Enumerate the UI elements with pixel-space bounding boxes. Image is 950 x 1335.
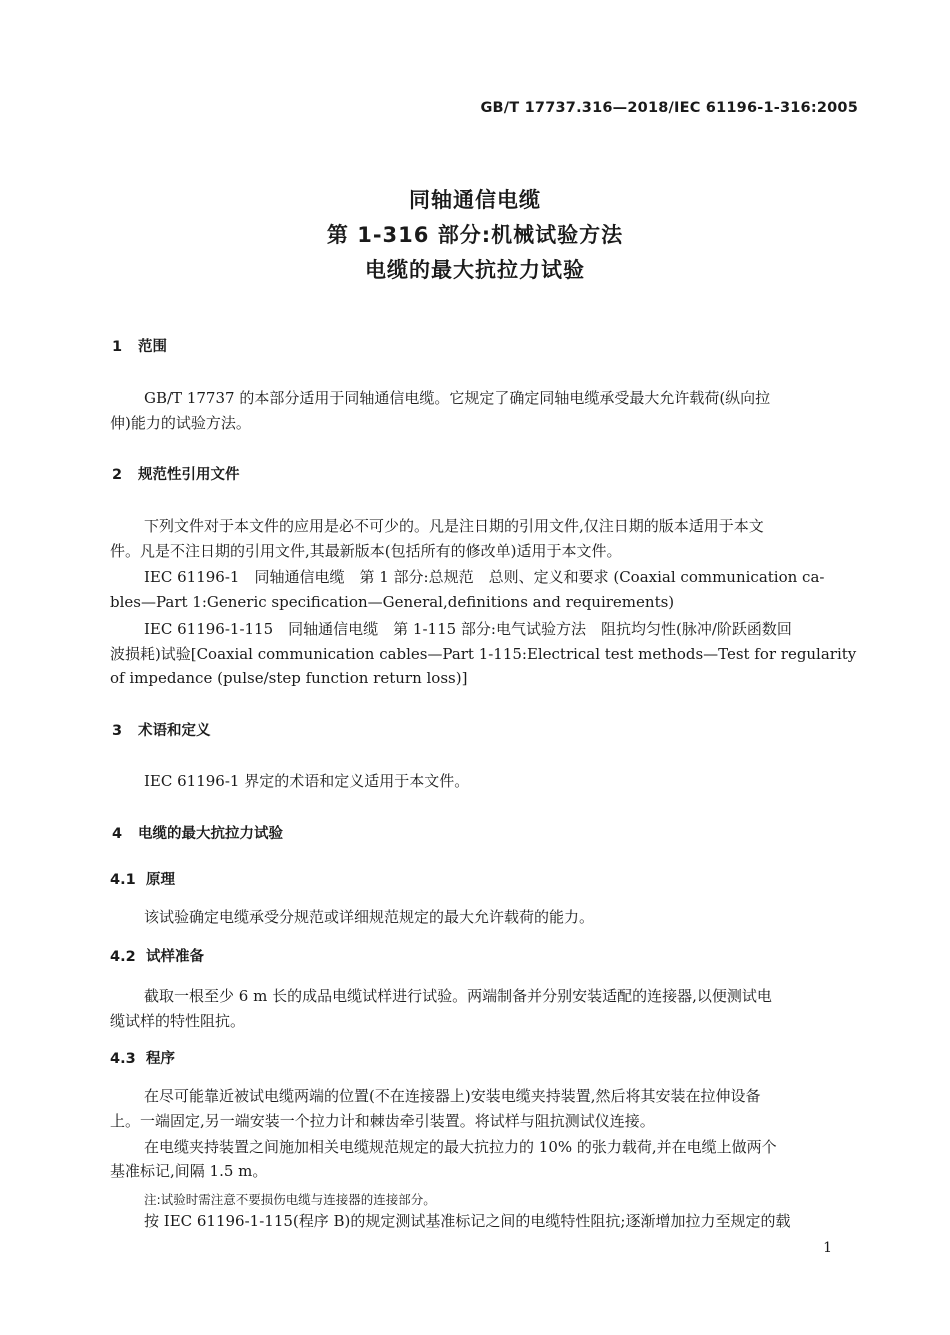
title-line-1: 同轴通信电缆: [409, 188, 541, 212]
subsection-title: 试样准备: [146, 949, 204, 965]
paragraph-line: 上。一端固定,另一端安装一个拉力计和棘齿牵引装置。将试样与阻抗测试仪连接。: [110, 1112, 655, 1130]
reference-line: 波损耗)试验[Coaxial communication cables—Part 1-115:Electrical test methods—Test for regularity: [110, 645, 857, 663]
paragraph-line: IEC 61196-1 界定的术语和定义适用于本文件。: [144, 772, 470, 790]
reference-line: IEC 61196-1-115 同轴通信电缆 第 1-115 部分:电气试验方法 阻抗均匀性(脉冲/阶跃函数回: [144, 620, 792, 638]
section-title: 范围: [138, 339, 167, 355]
section-4-heading: [112, 822, 283, 843]
section-title: 规范性引用文件: [138, 467, 240, 483]
paragraph-line: 下列文件对于本文件的应用是必不可少的。凡是注日期的引用文件,仅注日期的版本适用于本文: [144, 517, 764, 535]
title-line-3: 电缆的最大抗拉力试验: [365, 258, 585, 282]
paragraph-line: GB/T 17737 的本部分适用于同轴通信电缆。它规定了确定同轴电缆承受最大允许载荷(纵向拉: [144, 389, 771, 407]
title-line-2: 第 1-316 部分:机械试验方法: [326, 223, 624, 247]
paragraph-line: 缆试样的特性阻抗。: [110, 1012, 246, 1030]
section-number: 3: [112, 723, 123, 739]
section-2-heading: [112, 463, 240, 484]
paragraph-line: 件。凡是不注日期的引用文件,其最新版本(包括所有的修改单)适用于本文件。: [110, 542, 622, 560]
page-number: 1: [823, 1240, 832, 1256]
subsection-4-2-heading: [110, 945, 204, 966]
subsection-number: 4.2: [110, 949, 136, 965]
section-3-heading: [112, 719, 211, 740]
section-title: 电缆的最大抗拉力试验: [138, 826, 283, 842]
section-number: 1: [112, 339, 123, 355]
reference-line: bles—Part 1:Generic specification—General,definitions and requirements): [110, 593, 675, 611]
paragraph-line: 截取一根至少 6 m 长的成品电缆试样进行试验。两端制备并分别安装适配的连接器,以便测试电: [144, 987, 772, 1005]
subsection-title: 原理: [146, 872, 175, 888]
paragraph-line: 在尽可能靠近被试电缆两端的位置(不在连接器上)安装电缆夹持装置,然后将其安装在拉伸设备: [144, 1087, 761, 1105]
section-number: 2: [112, 467, 123, 483]
paragraph-line: 按 IEC 61196-1-115(程序 B)的规定测试基准标记之间的电缆特性阻抗;逐渐增加拉力至规定的载: [144, 1212, 791, 1230]
paragraph-line: 伸)能力的试验方法。: [110, 414, 251, 432]
subsection-4-1-heading: [110, 868, 175, 889]
section-1-heading: [112, 335, 167, 356]
section-number: 4: [112, 826, 123, 842]
subsection-4-3-heading: [110, 1047, 175, 1068]
note-text: 注:试验时需注意不要损伤电缆与连接器的连接部分。: [144, 1192, 436, 1207]
subsection-title: 程序: [146, 1051, 175, 1067]
paragraph-line: 基准标记,间隔 1.5 m。: [110, 1162, 268, 1180]
paragraph-line: 该试验确定电缆承受分规范或详细规范规定的最大允许载荷的能力。: [144, 908, 595, 926]
reference-line: IEC 61196-1 同轴通信电缆 第 1 部分:总规范 总则、定义和要求 (Coaxial communication ca-: [144, 568, 825, 586]
paragraph-line: 在电缆夹持装置之间施加相关电缆规范规定的最大抗拉力的 10% 的张力载荷,并在电缆上做两个: [144, 1138, 777, 1156]
section-title: 术语和定义: [138, 723, 211, 739]
document-title: [0, 183, 950, 288]
subsection-number: 4.3: [110, 1051, 136, 1067]
standard-code: GB/T 17737.316—2018/IEC 61196-1-316:2005: [480, 100, 858, 116]
reference-line: of impedance (pulse/step function return loss)]: [110, 669, 468, 687]
subsection-number: 4.1: [110, 872, 136, 888]
